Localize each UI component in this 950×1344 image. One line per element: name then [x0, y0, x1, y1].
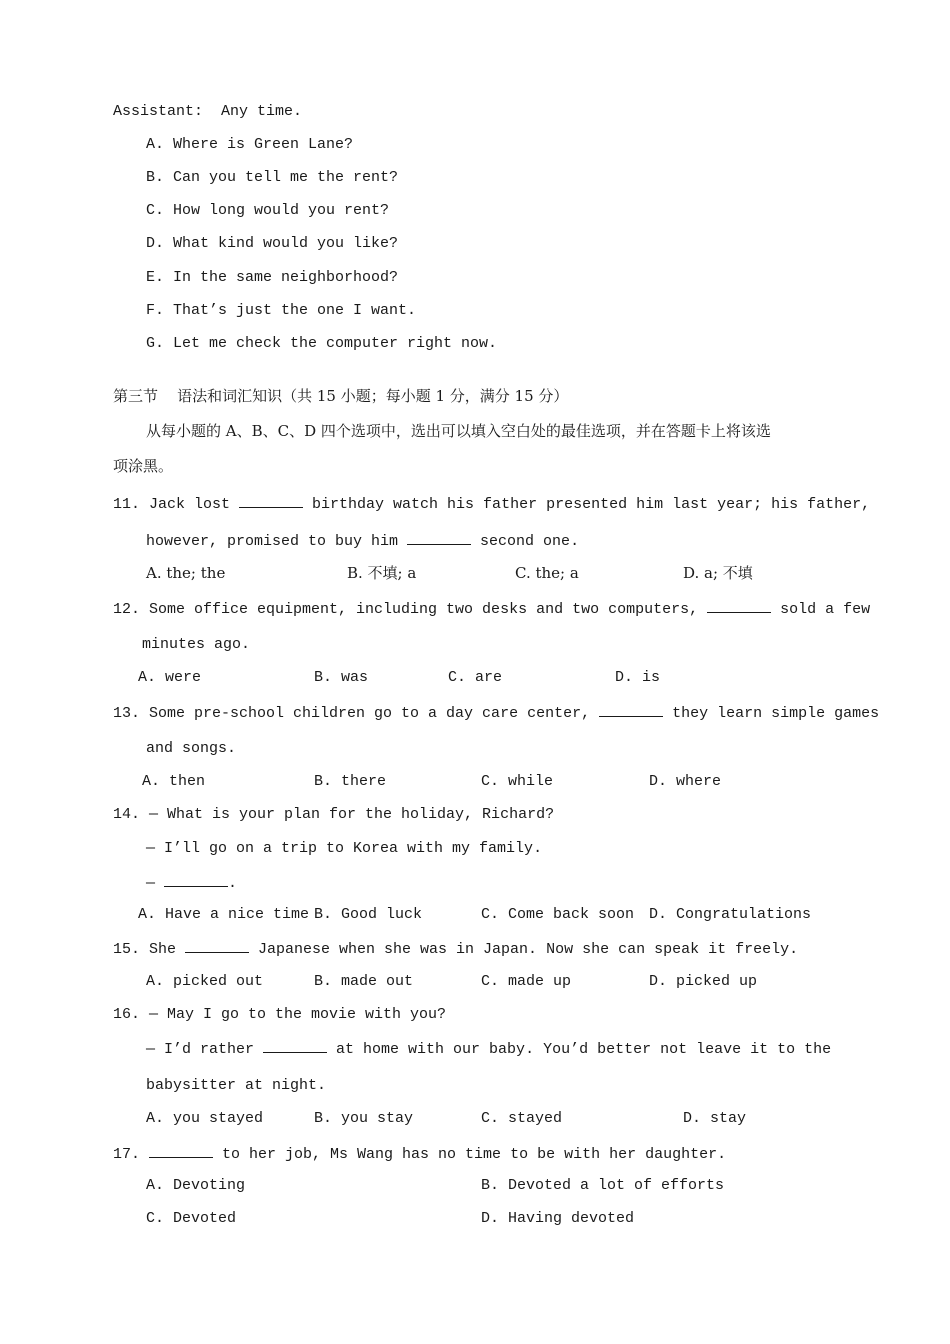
dialogue-option-a: A. Where is Green Lane?: [146, 136, 354, 153]
dialogue-option-g: G. Let me check the computer right now.: [146, 335, 498, 352]
q14-option-a: A. Have a nice time: [138, 906, 310, 923]
q13-option-d: D. where: [649, 773, 722, 790]
q15-option-a: A. picked out: [146, 973, 264, 990]
q11-option-b: B. 不填; a: [347, 564, 417, 582]
q16-blank: [263, 1038, 327, 1053]
q11-stem-line2: however, promised to buy him second one.: [146, 530, 579, 552]
q14-stem-line3: — .: [146, 872, 237, 894]
q16-option-c: C. stayed: [481, 1110, 563, 1127]
q15-stem-line1: 15. She Japanese when she was in Japan. Now she can speak it freely.: [113, 938, 798, 960]
q12-option-a: A. were: [138, 669, 202, 686]
q12-option-b: B. was: [314, 669, 369, 686]
q14-stem-line1: 14. — What is your plan for the holiday, Richard?: [113, 806, 555, 823]
q11-option-c: C. the; a: [515, 564, 579, 582]
q14-option-c: C. Come back soon: [481, 906, 635, 923]
q16-stem-line1: 16. — May I go to the movie with you?: [113, 1006, 447, 1023]
q12-option-c: C. are: [448, 669, 503, 686]
assistant-line: Assistant: Any time.: [113, 103, 303, 120]
q17-option-a: A. Devoting: [146, 1177, 246, 1194]
section-instructions-line2: 项涂黑。: [113, 457, 174, 475]
q13-option-a: A. then: [142, 773, 206, 790]
q16-stem-line2: — I’d rather at home with our baby. You’d better not leave it to the: [146, 1038, 831, 1060]
q16-option-d: D. stay: [683, 1110, 747, 1127]
q17-option-d: D. Having devoted: [481, 1210, 635, 1227]
q16-stem-line3: babysitter at night.: [146, 1077, 327, 1094]
q17-stem-line1: 17. to her job, Ms Wang has no time to be with her daughter.: [113, 1143, 726, 1165]
q11-blank-2: [407, 530, 471, 545]
q14-option-b: B. Good luck: [314, 906, 423, 923]
q15-option-c: C. made up: [481, 973, 572, 990]
q11-option-a: A. the; the: [146, 564, 226, 582]
q12-blank: [707, 598, 771, 613]
q13-option-b: B. there: [314, 773, 387, 790]
q11-blank-1: [239, 493, 303, 508]
q12-option-d: D. is: [615, 669, 661, 686]
dialogue-option-c: C. How long would you rent?: [146, 202, 390, 219]
section-instructions-line1: 从每小题的 A、B、C、D 四个选项中，选出可以填入空白处的最佳选项，并在答题卡上将该选: [146, 422, 771, 440]
dialogue-option-f: F. That’s just the one I want.: [146, 302, 417, 319]
dialogue-option-e: E. In the same neighborhood?: [146, 269, 399, 286]
q11-stem-line1: 11. Jack lost birthday watch his father presented him last year; his father,: [113, 493, 870, 515]
q14-stem-line2: — I’ll go on a trip to Korea with my family.: [146, 840, 543, 857]
q16-option-b: B. you stay: [314, 1110, 414, 1127]
q12-stem-line1: 12. Some office equipment, including two desks and two computers, sold a few: [113, 598, 870, 620]
q17-option-b: B. Devoted a lot of efforts: [481, 1177, 725, 1194]
q13-option-c: C. while: [481, 773, 554, 790]
q15-blank: [185, 938, 249, 953]
q11-option-d: D. a; 不填: [683, 564, 753, 582]
q14-blank: [164, 872, 228, 887]
dialogue-option-d: D. What kind would you like?: [146, 235, 399, 252]
q13-blank: [599, 702, 663, 717]
q16-option-a: A. you stayed: [146, 1110, 264, 1127]
section-title: 第三节 语法和词汇知识（共 15 小题；每小题 1 分，满分 15 分）: [113, 387, 569, 405]
q14-option-d: D. Congratulations: [649, 906, 812, 923]
q15-option-b: B. made out: [314, 973, 414, 990]
dialogue-option-b: B. Can you tell me the rent?: [146, 169, 399, 186]
q17-blank: [149, 1143, 213, 1158]
q17-option-c: C. Devoted: [146, 1210, 237, 1227]
q12-stem-line2: minutes ago.: [142, 636, 251, 653]
q13-stem-line2: and songs.: [146, 740, 237, 757]
q15-option-d: D. picked up: [649, 973, 758, 990]
q13-stem-line1: 13. Some pre-school children go to a day care center, they learn simple games: [113, 702, 879, 724]
